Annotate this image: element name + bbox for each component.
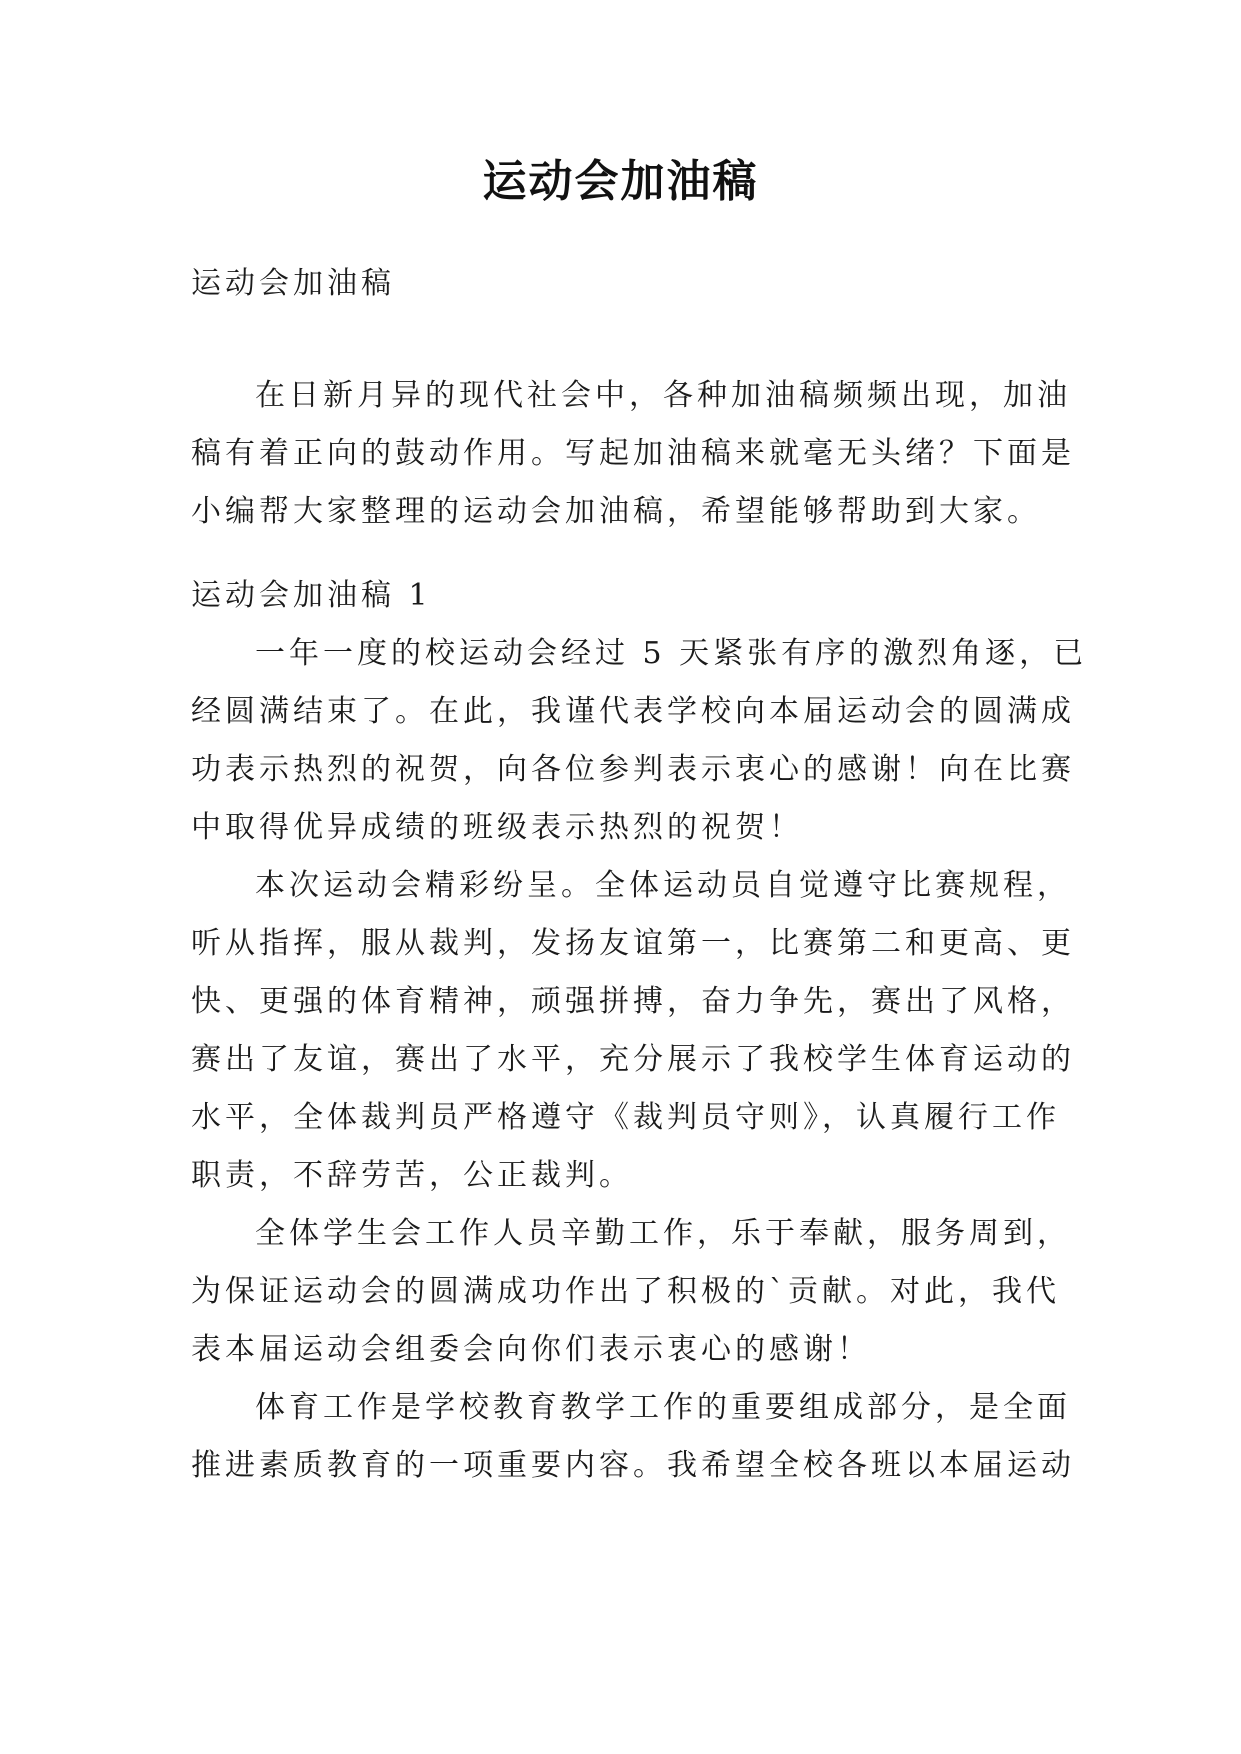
intro-line: 稿有着正向的鼓动作用。写起加油稿来就毫无头绪？下面是 [191, 436, 1075, 471]
paragraph-line: 水平，全体裁判员严格遵守《裁判员守则》，认真履行工作 [191, 1100, 1060, 1135]
paragraph-line: 快、更强的体育精神，顽强拼搏，奋力争先，赛出了风格， [191, 984, 1075, 1019]
intro-line: 小编帮大家整理的运动会加油稿，希望能够帮助到大家。 [191, 494, 1041, 529]
section-1-block [191, 567, 1088, 1495]
body-paragraph-1 [191, 625, 1088, 857]
paragraph-line: 推进素质教育的一项重要内容。我希望全校各班以本届运动 [191, 1448, 1075, 1483]
intro-paragraph [191, 367, 1075, 541]
paragraph-line: 为保证运动会的圆满成功作出了积极的`贡献。对此，我代 [191, 1274, 1060, 1309]
paragraph-line: 体育工作是学校教育教学工作的重要组成部分，是全面 [255, 1390, 1071, 1425]
paragraph-line: 表本届运动会组委会向你们表示衷心的感谢！ [191, 1332, 871, 1367]
paragraph-line: 全体学生会工作人员辛勤工作，乐于奉献，服务周到， [255, 1216, 1071, 1251]
body-paragraph-2 [191, 857, 1075, 1205]
paragraph-line: 赛出了友谊，赛出了水平，充分展示了我校学生体育运动的 [191, 1042, 1075, 1077]
paragraph-line: 中取得优异成绩的班级表示热烈的祝贺！ [191, 810, 803, 845]
document-subtitle: 运动会加油稿 [191, 266, 395, 301]
body-paragraph-3 [191, 1205, 1071, 1379]
document-title: 运动会加油稿 [482, 156, 759, 207]
paragraph-line: 经圆满结束了。在此，我谨代表学校向本届运动会的圆满成 [191, 694, 1075, 729]
section-1-heading: 运动会加油稿 1 [191, 578, 432, 613]
document-subtitle-block [191, 255, 1051, 313]
intro-block [191, 367, 1075, 541]
paragraph-line: 职责，不辞劳苦，公正裁判。 [191, 1158, 633, 1193]
paragraph-line: 听从指挥，服从裁判，发扬友谊第一，比赛第二和更高、更 [191, 926, 1075, 961]
intro-line: 在日新月异的现代社会中，各种加油稿频频出现，加油 [255, 378, 1071, 413]
body-paragraph-4 [191, 1379, 1075, 1495]
paragraph-line: 本次运动会精彩纷呈。全体运动员自觉遵守比赛规程， [255, 868, 1071, 903]
paragraph-line: 功表示热烈的祝贺，向各位参判表示衷心的感谢！向在比赛 [191, 752, 1075, 787]
paragraph-line: 一年一度的校运动会经过 5 天紧张有序的激烈角逐，已 [255, 636, 1088, 671]
